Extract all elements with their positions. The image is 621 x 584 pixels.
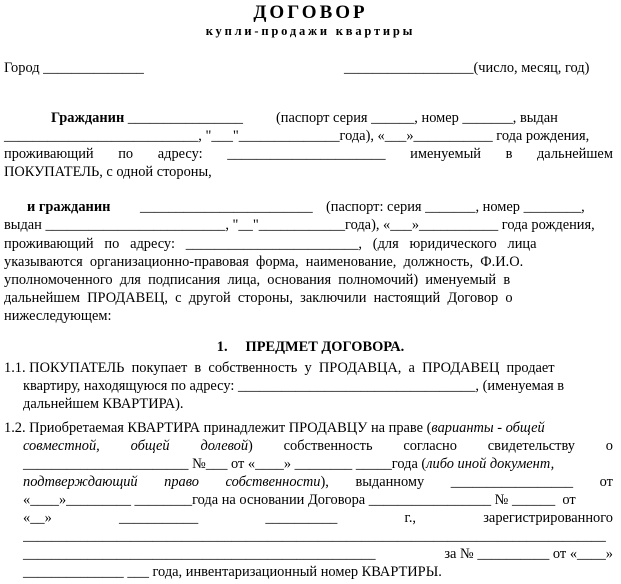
clause-1-1-line-2: квартиру, находящуюся по адресу: _________________________________, (именуемая в xyxy=(23,378,565,394)
clause-1-2-line-2: совместной, общей долевой) собственность согласно свидетельству о xyxy=(23,438,613,454)
seller-name-blank: ________________________ xyxy=(140,199,313,215)
section-heading: 1. ПРЕДМЕТ ДОГОВОРА. xyxy=(216,339,405,355)
seller-authorized-line: уполномоченного для подписания лица, основания полномочий) именуемый в xyxy=(4,272,511,288)
clause-1-2-line-8: _________________________________________________ за № __________ от «____» xyxy=(23,546,613,562)
date-field: __________________(число, месяц, год) xyxy=(344,60,590,76)
buyer-address-line: проживающий по адресу: ______________________ именуемый в дальнейшем xyxy=(4,146,613,162)
seller-issued-line: выдан _________________________, "__"____________года), «___»___________ года рождения, xyxy=(4,217,595,233)
clause-1-1-line-3: дальнейшем КВАРТИРА). xyxy=(23,396,184,412)
clause-1-2-line-7: _________________________________________________________________________________ xyxy=(23,528,606,544)
city-field: Город ______________ xyxy=(4,60,144,76)
buyer-issued-line: ___________________________, "___"______________года), «___»___________ года рождения, xyxy=(4,128,590,144)
clause-1-2-line-3: _______________________ №___ от «____» ________ _____года (либо иной документ, xyxy=(23,456,555,472)
seller-role-line: дальнейшем ПРОДАВЕЦ, с другой стороны, заключили настоящий Договор о xyxy=(4,290,513,306)
buyer-role-line: ПОКУПАТЕЛЬ, с одной стороны, xyxy=(4,164,212,180)
seller-address-line: проживающий по адресу: ________________________, (для юридического лица xyxy=(4,236,537,252)
document-title: ДОГОВОР xyxy=(253,2,368,23)
seller-passport: (паспорт: серия _______, номер ________, xyxy=(326,199,585,215)
seller-end-line: нижеследующем: xyxy=(4,308,112,324)
clause-1-1-line-1: 1.1. ПОКУПАТЕЛЬ покупает в собственность у ПРОДАВЦА, а ПРОДАВЕЦ продает xyxy=(4,360,555,376)
clause-1-2-line-1: 1.2. Приобретаемая КВАРТИРА принадлежит ПРОДАВЦУ на праве (варианты - общей xyxy=(4,420,545,436)
seller-label: и гражданин xyxy=(27,199,111,215)
clause-1-2-line-5: «____»_________ ________года на основании Договора _________________ № ______ от xyxy=(23,492,576,508)
seller-legal-entity-line: указываются организационно-правовая форма, наименование, должность, Ф.И.О. xyxy=(4,254,524,270)
buyer-label: Гражданин ________________ xyxy=(51,110,243,126)
document-subtitle: купли-продажи квартиры xyxy=(205,24,416,38)
clause-1-2-line-4: подтверждающий право собственности), выданному _________________ от xyxy=(23,474,613,490)
clause-1-2-line-9: ______________ ___ года, инвентаризационный номер КВАРТИРЫ. xyxy=(23,564,442,580)
buyer-passport: (паспорт серия ______, номер _______, выдан xyxy=(276,110,558,126)
clause-1-2-line-6: «__» ___________ __________ г., зарегистрированного xyxy=(23,510,613,526)
